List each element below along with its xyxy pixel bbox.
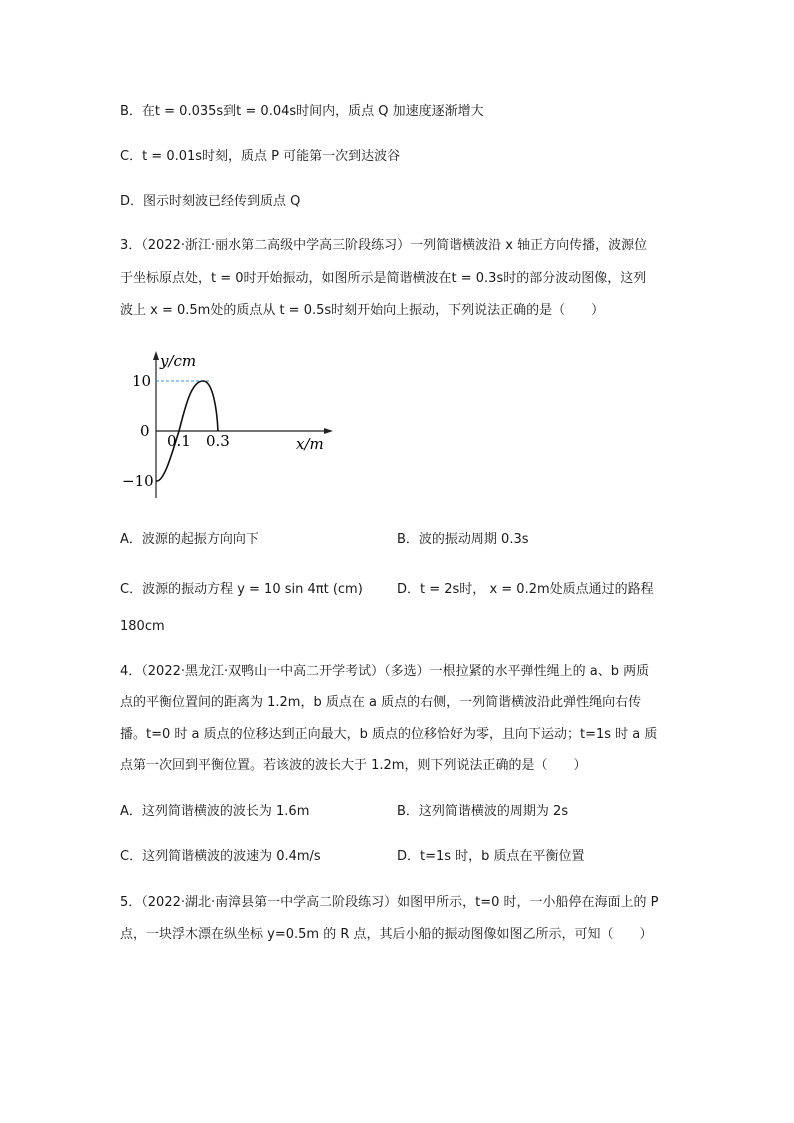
x-axis-label: x/m bbox=[296, 435, 324, 453]
y-axis-label: y/cm bbox=[160, 352, 197, 370]
q3-option-b: B．波的振动周期 0.3s bbox=[397, 532, 529, 547]
q5-stem-line1: 5．（2022·湖北·南漳县第一中学高二阶段练习）如图甲所示，t=0 时，一小船停在海面上的 P bbox=[120, 895, 659, 910]
y-tick-0: 0 bbox=[140, 422, 150, 440]
x-tick-0-1: 0.1 bbox=[167, 432, 191, 450]
q4-option-d: D．t=1s 时，b 质点在平衡位置 bbox=[397, 849, 585, 864]
q4-stem-line1: 4．（2022·黑龙江·双鸭山一中高二开学考试）（多选）一根拉紧的水平弹性绳上的 a、b 两质 bbox=[120, 664, 650, 679]
q3-stem-line2: 于坐标原点处，t = 0时开始振动，如图所示是简谐横波在t = 0.3s时的部分波动图像，这列 bbox=[120, 271, 647, 286]
q4-option-a: A．这列简谐横波的波长为 1.6m bbox=[120, 804, 310, 819]
q3-option-d-continued: 180cm bbox=[120, 619, 165, 634]
q4-option-b: B．这列简谐横波的周期为 2s bbox=[397, 804, 569, 819]
q4-stem-line2: 点的平衡位置间的距离为 1.2m，b 质点在 a 质点的右侧，一列简谐横波沿此弹性绳向右传 bbox=[120, 695, 642, 710]
q5-stem-line2: 点，一块浮木漂在纵坐标 y=0.5m 的 R 点，其后小船的振动图像如图乙所示，可知（ ） bbox=[120, 927, 653, 942]
q4-stem-line3: 播。t=0 时 a 质点的位移达到正向最大，b 质点的位移恰好为零，且向下运动；t=1s 时 a 质 bbox=[120, 727, 658, 742]
q3-stem-line1: 3．（2022·浙江·丽水第二高级中学高三阶段练习）一列简谐横波沿 x 轴正方向传播，波源位 bbox=[120, 238, 648, 253]
q2-option-d: D．图示时刻波已经传到质点 Q bbox=[120, 194, 301, 209]
q2-option-c: C．t = 0.01s时刻，质点 P 可能第一次到达波谷 bbox=[120, 149, 401, 164]
q2-option-b: B．在t = 0.035s到t = 0.04s时间内，质点 Q 加速度逐渐增大 bbox=[120, 104, 484, 119]
y-axis-arrow bbox=[153, 351, 159, 360]
q3-option-a: A．波源的起振方向向下 bbox=[120, 532, 259, 547]
x-tick-0-3: 0.3 bbox=[206, 432, 230, 450]
x-axis-arrow bbox=[324, 428, 333, 434]
q3-option-c: C．波源的振动方程 y = 10 sin 4πt (cm) bbox=[120, 582, 363, 597]
q3-stem-line3: 波上 x = 0.5m处的质点从 t = 0.5s时刻开始向上振动，下列说法正确的是（ ） bbox=[120, 303, 605, 318]
q4-option-c: C．这列简谐横波的波速为 0.4m/s bbox=[120, 849, 321, 864]
y-tick-neg10: −10 bbox=[122, 472, 154, 490]
y-tick-10: 10 bbox=[132, 372, 152, 390]
q4-stem-line4: 点第一次回到平衡位置。若该波的波长大于 1.2m，则下列说法正确的是（ ） bbox=[120, 758, 587, 773]
q3-wave-graph bbox=[118, 348, 348, 508]
q3-option-d: D．t = 2s时， x = 0.2m处质点通过的路程 bbox=[397, 582, 654, 597]
